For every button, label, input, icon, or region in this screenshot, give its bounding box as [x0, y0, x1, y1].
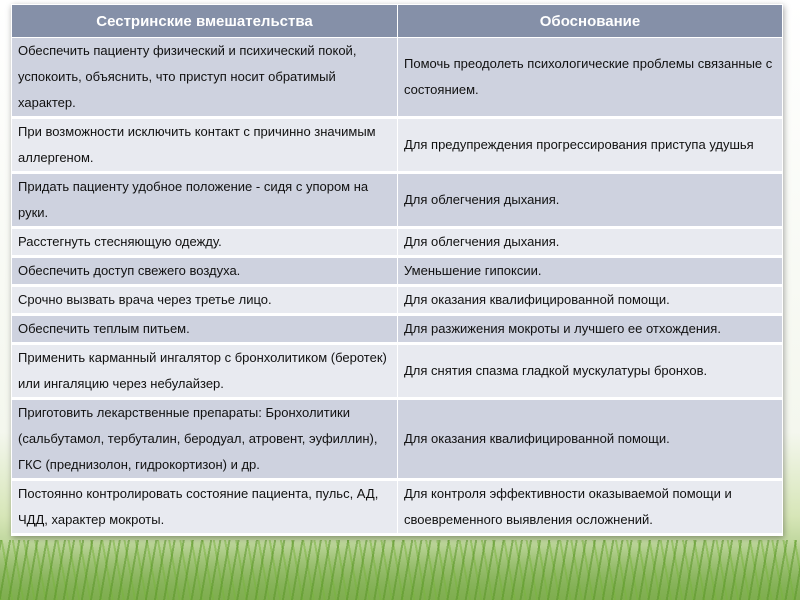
table-row — [12, 38, 783, 118]
rationale-cell: Для контроля эффективности оказываемой помощи и своевременного выявления осложнений. — [398, 480, 783, 535]
table-row — [12, 118, 783, 173]
intervention-cell: Обеспечить доступ свежего воздуха. — [12, 257, 398, 286]
rationale-cell: Для оказания квалифицированной помощи. — [398, 399, 783, 480]
grass-background — [0, 540, 800, 600]
intervention-cell: Расстегнуть стесняющую одежду. — [12, 228, 398, 257]
rationale-cell: Помочь преодолеть психологические проблемы связанные с состоянием. — [398, 38, 783, 118]
table-row — [12, 344, 783, 399]
rationale-cell: Для облегчения дыхания. — [398, 173, 783, 228]
table-header-row — [12, 5, 783, 38]
header-rationale: Обоснование — [398, 5, 783, 38]
rationale-cell: Для предупреждения прогрессирования приступа удушья — [398, 118, 783, 173]
intervention-cell: Приготовить лекарственные препараты: Бронхолитики (сальбутамол, тербуталин, беродуал, атровент, эуфиллин), ГКС (преднизолон, гидрокортизон) и др. — [12, 399, 398, 480]
rationale-cell: Уменьшение гипоксии. — [398, 257, 783, 286]
table-row — [12, 257, 783, 286]
intervention-cell: Применить карманный ингалятор с бронхолитиком (беротек) или ингаляцию через небулайзер. — [12, 344, 398, 399]
nursing-interventions-table — [11, 4, 783, 536]
intervention-cell: Придать пациенту удобное положение - сидя с упором на руки. — [12, 173, 398, 228]
table-row — [12, 173, 783, 228]
table-row — [12, 286, 783, 315]
table-row — [12, 315, 783, 344]
intervention-cell: Обеспечить пациенту физический и психический покой, успокоить, объяснить, что приступ носит обратимый характер. — [12, 38, 398, 118]
rationale-cell: Для снятия спазма гладкой мускулатуры бронхов. — [398, 344, 783, 399]
table-row — [12, 228, 783, 257]
intervention-cell: Постоянно контролировать состояние пациента, пульс, АД, ЧДД, характер мокроты. — [12, 480, 398, 535]
rationale-cell: Для разжижения мокроты и лучшего ее отхождения. — [398, 315, 783, 344]
rationale-cell: Для облегчения дыхания. — [398, 228, 783, 257]
rationale-cell: Для оказания квалифицированной помощи. — [398, 286, 783, 315]
table-row — [12, 480, 783, 535]
intervention-cell: Срочно вызвать врача через третье лицо. — [12, 286, 398, 315]
intervention-cell: При возможности исключить контакт с причинно значимым аллергеном. — [12, 118, 398, 173]
intervention-cell: Обеспечить теплым питьем. — [12, 315, 398, 344]
table-row — [12, 399, 783, 480]
header-interventions: Сестринские вмешательства — [12, 5, 398, 38]
